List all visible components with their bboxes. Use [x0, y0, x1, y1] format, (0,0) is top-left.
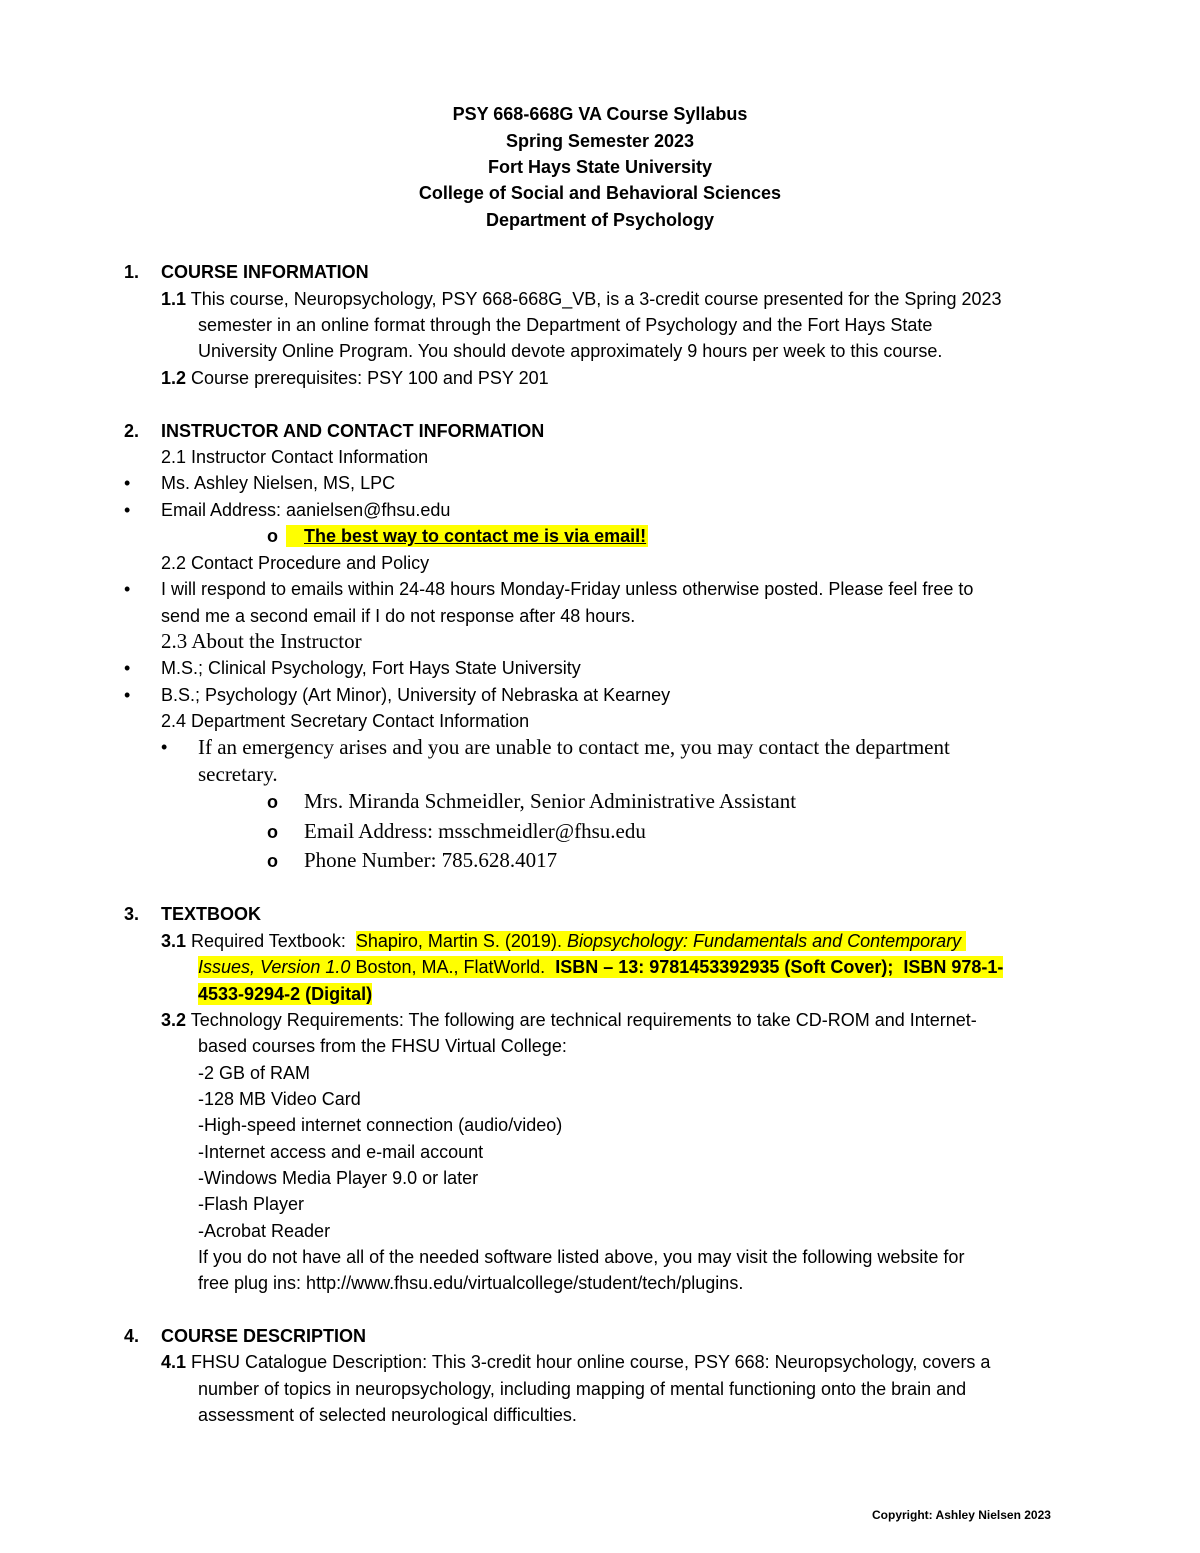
sub-bullet-icon: o: [267, 526, 278, 546]
instructor-name: Ms. Ashley Nielsen, MS, LPC: [161, 473, 396, 493]
requirement-item: -High-speed internet connection (audio/video): [198, 1115, 563, 1135]
item-number: 3.2: [161, 1010, 187, 1030]
item-number: 4.1: [161, 1352, 187, 1372]
item-number: 1.1: [161, 289, 187, 309]
syllabus-title: PSY 668-668G VA Course Syllabus: [452, 104, 748, 124]
bullet-icon: •: [124, 500, 131, 520]
requirement-item: -Windows Media Player 9.0 or later: [198, 1168, 479, 1188]
bullet-icon: •: [124, 473, 131, 493]
emergency-line1: If an emergency arises and you are unable to contact me, you may contact the department: [198, 735, 950, 759]
item-4-1-line2: number of topics in neuropsychology, including mapping of mental functioning onto the brain and: [198, 1379, 967, 1399]
department-heading: Department of Psychology: [485, 210, 715, 230]
requirement-item: -128 MB Video Card: [198, 1089, 361, 1109]
section-title: COURSE DESCRIPTION: [161, 1326, 367, 1346]
response-policy-line2: send me a second email if I do not response after 48 hours.: [161, 606, 636, 626]
item-text: This course, Neuropsychology, PSY 668-668G_VB, is a 3-credit course presented for the Spring 2023: [190, 289, 1002, 309]
bullet-icon: •: [124, 685, 131, 705]
section-title: COURSE INFORMATION: [161, 262, 369, 282]
sub-bullet-icon: o: [267, 851, 278, 871]
isbn-soft: ISBN – 13: 9781453392935 (Soft Cover);: [555, 957, 894, 977]
item-3-2: [161, 1009, 977, 1031]
response-policy-line1: I will respond to emails within 24-48 hours Monday-Friday unless otherwise posted. Please feel free to: [161, 579, 974, 599]
item-1-2: [161, 367, 549, 389]
book-title: Biopsychology: Fundamentals and Contemporary: [566, 931, 962, 951]
bullet-icon: •: [124, 658, 131, 678]
sub-bullet-icon: o: [267, 822, 278, 842]
section-number: 2.: [124, 421, 140, 441]
plugins-note-line1: If you do not have all of the needed software listed above, you may visit the following website for: [198, 1247, 965, 1267]
sub-bullet-icon: o: [267, 792, 278, 812]
book-publisher: Boston, MA., FlatWorld.: [355, 957, 546, 977]
semester-heading: Spring Semester 2023: [505, 131, 695, 151]
college-heading: College of Social and Behavioral Sciences: [418, 183, 782, 203]
book-title-cont: Issues, Version 1.0: [198, 957, 351, 977]
subheading-2-4: 2.4 Department Secretary Contact Information: [161, 711, 530, 731]
subheading-2-2: 2.2 Contact Procedure and Policy: [161, 553, 430, 573]
isbn-digital-cont: 4533-9294-2 (Digital): [198, 984, 373, 1004]
subheading-2-1: 2.1 Instructor Contact Information: [161, 447, 429, 467]
university-heading: Fort Hays State University: [487, 157, 713, 177]
section-title: TEXTBOOK: [161, 904, 262, 924]
section-3-heading: [124, 903, 261, 925]
section-title: INSTRUCTOR AND CONTACT INFORMATION: [161, 421, 545, 441]
emergency-line2: secretary.: [198, 762, 278, 786]
requirement-item: -Acrobat Reader: [198, 1221, 331, 1241]
book-author: Shapiro, Martin S. (2019). Biopsychology: Fundamentals and Contemporary: [356, 931, 966, 951]
requirement-item: -Flash Player: [198, 1194, 305, 1214]
book-citation-line2: [198, 956, 1003, 978]
instructor-email: Email Address: aanielsen@fhsu.edu: [161, 500, 451, 520]
item-text: Technology Requirements: The following are technical requirements to take CD-ROM and Internet-: [190, 1010, 977, 1030]
isbn-digital: ISBN 978-1-: [903, 957, 1004, 977]
plugins-note-line2: free plug ins: http://www.fhsu.edu/virtualcollege/student/tech/plugins.: [198, 1273, 744, 1293]
item-number: 1.2: [161, 368, 187, 388]
item-text: Course prerequisites: PSY 100 and PSY 201: [191, 368, 549, 388]
secretary-email: Email Address: msschmeidler@fhsu.edu: [304, 819, 646, 843]
section-2-heading: [124, 420, 544, 442]
section-4-heading: [124, 1325, 366, 1347]
best-contact-note: The best way to contact me is via email!: [286, 525, 648, 547]
section-number: 4.: [124, 1326, 140, 1346]
degree-bs: B.S.; Psychology (Art Minor), University of Nebraska at Kearney: [161, 685, 671, 705]
secretary-phone: Phone Number: 785.628.4017: [304, 848, 558, 872]
bullet-icon: •: [124, 579, 131, 599]
item-1-1-line2: semester in an online format through the Department of Psychology and the Fort Hays State: [198, 315, 933, 335]
item-3-1: [161, 930, 966, 952]
secretary-name: Mrs. Miranda Schmeidler, Senior Administrative Assistant: [304, 789, 797, 813]
section-number: 3.: [124, 904, 140, 924]
degree-ms: M.S.; Clinical Psychology, Fort Hays State University: [161, 658, 581, 678]
item-number: 3.1: [161, 931, 187, 951]
item-3-2-line2: based courses from the FHSU Virtual College:: [198, 1036, 567, 1056]
item-1-1-line3: University Online Program. You should devote approximately 9 hours per week to this course.: [198, 341, 943, 361]
copyright-footer: Copyright: Ashley Nielsen 2023: [872, 1508, 1051, 1522]
bullet-icon: •: [161, 737, 168, 757]
subheading-2-3: 2.3 About the Instructor: [161, 629, 362, 653]
item-4-1-line3: assessment of selected neurological difficulties.: [198, 1405, 577, 1425]
item-1-1: [161, 288, 1002, 310]
requirement-item: -2 GB of RAM: [198, 1063, 311, 1083]
item-label: Required Textbook:: [191, 931, 346, 951]
item-text: FHSU Catalogue Description: This 3-credit hour online course, PSY 668: Neuropsychology, covers a: [191, 1352, 991, 1372]
requirement-item: -Internet access and e-mail account: [198, 1142, 484, 1162]
section-number: 1.: [124, 262, 140, 282]
item-4-1: [161, 1351, 990, 1373]
section-1-heading: [124, 261, 369, 283]
